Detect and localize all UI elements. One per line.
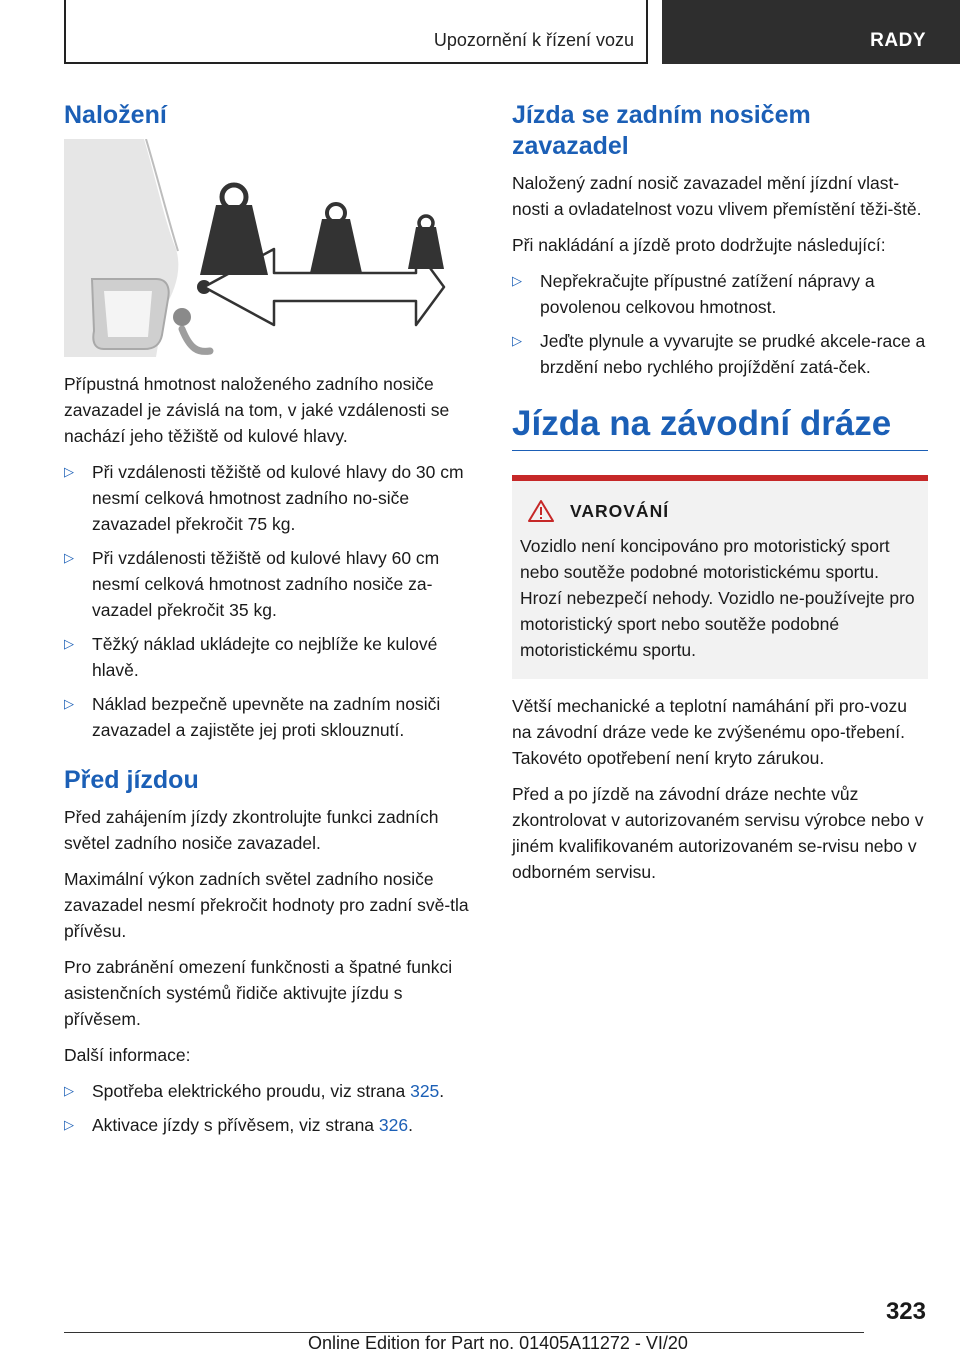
right-column [512,100,928,895]
heading-loading: Naložení [64,101,167,129]
list-loading [64,459,476,743]
list-item: ▷ Jeďte plynule a vyvarujte se prudké akcele-race a brzdění nebo rychlého projíždění zatá-ček. [512,328,928,380]
list-item: ▷ Náklad bezpečně upevněte na zadním nosiči zavazadel a zajistěte jej proti sklouznutí. [64,691,476,743]
footer-edition: Online Edition for Part no. 01405A11272 - VI/20 [308,1333,688,1353]
triangle-right-icon: ▷ [64,1117,74,1132]
list-item: ▷ Při vzdálenosti těžiště od kulové hlavy 60 cm nesmí celková hmotnost zadního nosiče za-vazadel překročit 35 kg. [64,545,476,623]
paragraph-driving-1: Naložený zadní nosič zavazadel mění jízdní vlast-nosti a ovladatelnost vozu vlivem přemístění těži-ště. [512,173,922,219]
page-link-325[interactable]: 325 [410,1081,440,1101]
warning-box [512,475,928,679]
paragraph-driving-2: Při nakládání a jízdě proto dodržujte následující: [512,235,886,255]
triangle-right-icon: ▷ [512,273,522,288]
list-driving [512,268,928,380]
list-item: ▷ Těžký náklad ukládejte co nejblíže ke kulové hlavě. [64,631,476,683]
paragraph-before-2: Maximální výkon zadních světel zadního nosiče zavazadel nesmí překročit hodnoty pro zadní svě-tla přívěsu. [64,869,469,941]
heading-driving-rear-carrier: Jízda se zadním nosičem zavazadel [512,101,811,160]
header-section-box [64,0,648,64]
triangle-right-icon: ▷ [64,696,74,711]
list-item: ▷ Při vzdálenosti těžiště od kulové hlavy do 30 cm nesmí celková hmotnost zadního no-siče zavazadel překročit 75 kg. [64,459,476,537]
header-chapter-tab [662,0,960,64]
list-item: ▷ Spotřeba elektrického proudu, viz strana 325. [64,1078,476,1104]
list-more-info [64,1078,476,1138]
list-item: ▷ Aktivace jízdy s přívěsem, viz strana 326. [64,1112,476,1138]
paragraph-race-1: Větší mechanické a teplotní namáhání při pro-vozu na závodní dráze vede ke zvýšenému opo-třebení. Takovéto opotřebení není kryto zárukou. [512,696,907,768]
warning-text: Vozidlo není koncipováno pro motoristický sport nebo soutěže podobné motoristickému sportu. Hrozí nebezpečí nehody. Vozidlo ne-používejte pro motoristický sport nebo soutěže podobné motoristickému sportu. [520,536,915,660]
warning-triangle-icon [528,499,554,523]
paragraph-loading: Přípustná hmotnost naloženého zadního nosiče zavazadel je závislá na tom, v jaké vzdálenosti se nachází jeho těžiště od kulové hlavy. [64,374,450,446]
triangle-right-icon: ▷ [64,636,74,651]
paragraph-before-1: Před zahájením jízdy zkontrolujte funkci zadních světel zadního nosiče zavazadel. [64,807,439,853]
page-number: 323 [885,1298,926,1325]
heading-before-driving: Před jízdou [64,766,199,794]
paragraph-race-2: Před a po jízdě na závodní dráze nechte vůz zkontrolovat v autorizovaném servisu výrobce nebo v jiném kvalifikovaném autorizovaném se-rvisu nebo v odborném servisu. [512,784,924,882]
tow-ball-shape [173,308,191,326]
list-item: ▷ Nepřekračujte přípustné zatížení nápravy a povolenou celkovou hmotnost. [512,268,928,320]
page-link-326[interactable]: 326 [378,1115,409,1135]
warning-title: VAROVÁNÍ [570,500,670,521]
triangle-right-icon: ▷ [64,550,74,565]
warning-header [520,499,920,523]
heading-race-track: Jízda na závodní dráze [512,402,928,451]
header-chapter-title: RADY [870,30,926,51]
triangle-right-icon: ▷ [512,333,522,348]
header-section-title: Upozornění k řízení vozu [433,30,634,50]
load-distance-illustration [64,139,476,357]
paragraph-more-info: Další informace: [64,1045,191,1065]
triangle-right-icon: ▷ [64,1083,74,1098]
triangle-right-icon: ▷ [64,464,74,479]
paragraph-before-3: Pro zabránění omezení funkčnosti a špatné funkci asistenčních systémů řidiče aktivujte jízdu s přívěsem. [64,957,453,1029]
left-column [64,100,476,1146]
